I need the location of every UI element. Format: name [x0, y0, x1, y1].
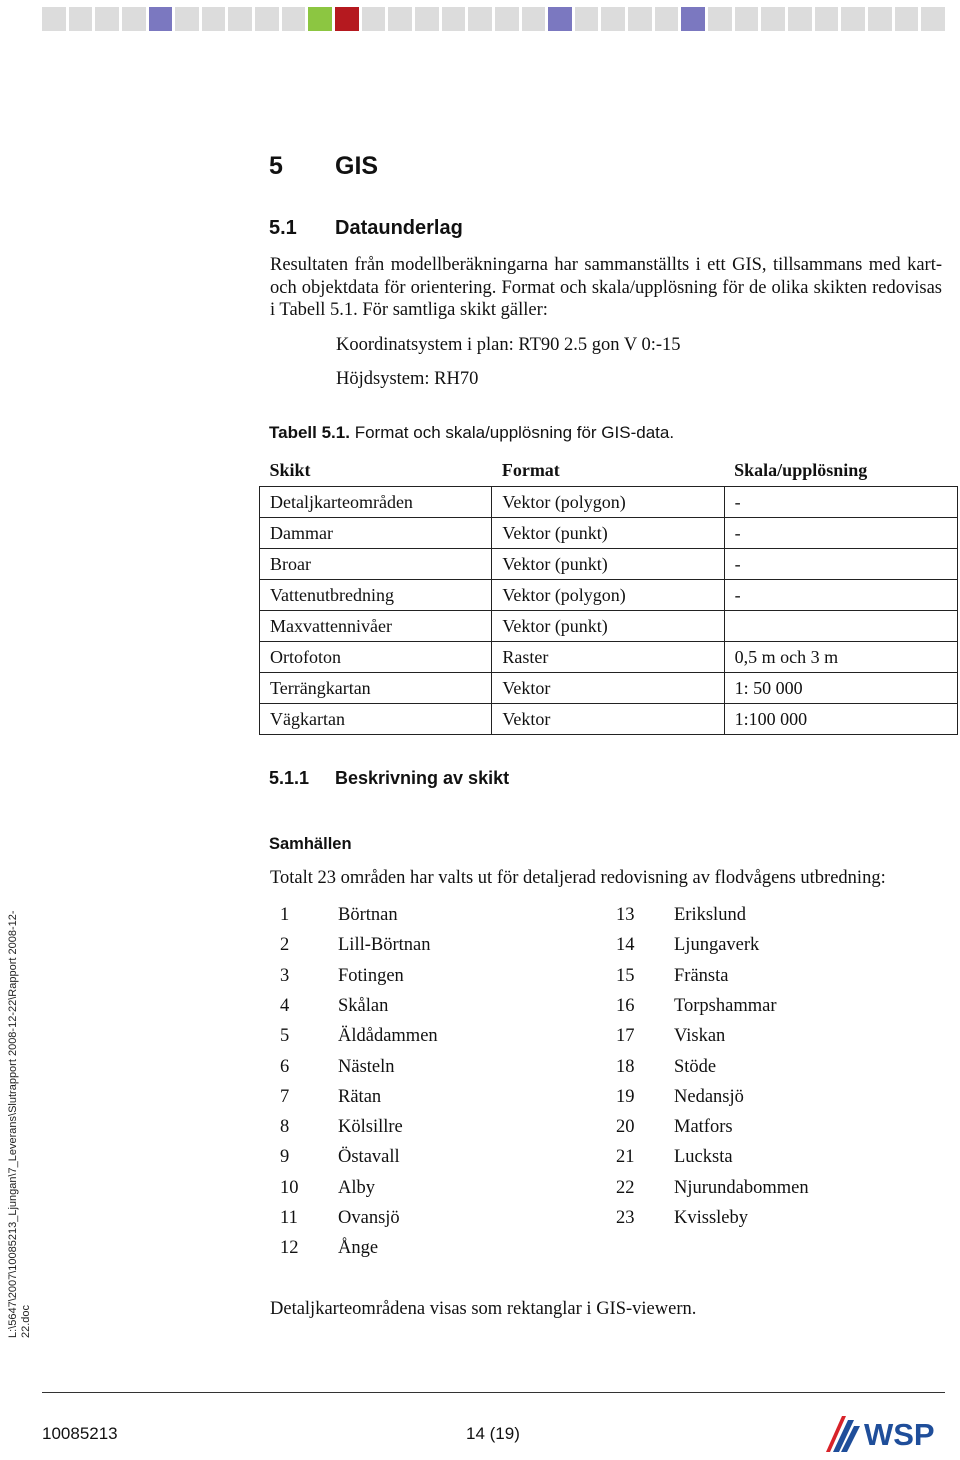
gis-format-table [259, 455, 958, 735]
cell-format: Vektor (polygon) [492, 487, 724, 518]
footer-rule [42, 1392, 945, 1393]
header-bar-segment [415, 7, 439, 31]
table-row [260, 487, 958, 518]
area-number: 6 [280, 1056, 290, 1077]
cell-skikt: Detaljkarteområden [260, 487, 492, 518]
header-bar-segment [761, 7, 785, 31]
cell-skikt: Maxvattennivåer [260, 611, 492, 642]
area-number: 15 [616, 965, 635, 986]
subsection-number: 5.1.1 [269, 768, 310, 788]
cell-skikt: Ortofoton [260, 642, 492, 673]
table-row [260, 704, 958, 735]
section-number: 5.1 [269, 217, 297, 239]
area-name: Stöde [674, 1056, 717, 1077]
header-bar-segment [149, 7, 173, 31]
area-number: 14 [616, 935, 635, 956]
cell-format: Raster [492, 642, 724, 673]
cell-skikt: Vattenutbredning [260, 580, 492, 611]
area-number: 3 [280, 965, 290, 986]
area-name: Ljungaverk [674, 935, 760, 956]
header-bar-segment [522, 7, 546, 31]
cell-format: Vektor (punkt) [492, 518, 724, 549]
header-skikt: Skikt [269, 460, 311, 480]
cell-skala: 1:100 000 [724, 704, 957, 735]
area-number: 23 [616, 1208, 635, 1228]
header-bar-segment [442, 7, 466, 31]
cell-format: Vektor (punkt) [492, 611, 724, 642]
area-name: Luckstа [674, 1147, 733, 1168]
area-number: 16 [616, 995, 635, 1016]
header-bar-segment [468, 7, 492, 31]
area-number: 17 [616, 1026, 635, 1047]
header-bar-segment [95, 7, 119, 31]
table-caption-label: Tabell 5.1. [269, 423, 350, 442]
cell-skala: - [724, 518, 957, 549]
area-name: Kvissleby [674, 1208, 748, 1228]
area-name: Rätan [338, 1086, 382, 1107]
area-number: 7 [280, 1086, 290, 1107]
area-name: Fränsta [674, 965, 729, 986]
header-bar-segment [788, 7, 812, 31]
chapter-title: GIS [335, 152, 379, 180]
area-name: Fotingen [338, 965, 404, 986]
footer-page-number: 14 (19) [466, 1424, 520, 1443]
header-bar-segment [815, 7, 839, 31]
area-number: 11 [280, 1208, 298, 1228]
cell-skikt: Dammar [260, 518, 492, 549]
cell-skala: - [724, 549, 957, 580]
area-name: Viskan [674, 1026, 726, 1047]
area-number: 2 [280, 935, 290, 956]
area-number: 22 [616, 1177, 635, 1198]
area-name: Östavall [338, 1147, 400, 1168]
area-number: 8 [280, 1117, 290, 1138]
area-name: Matfors [674, 1117, 733, 1138]
area-number: 1 [280, 905, 290, 925]
closing-sentence: Detaljkarteområdena visas som rektanglar i GIS-viewern. [270, 1299, 697, 1319]
header-bar-segment [921, 7, 945, 31]
header-bar-segment [575, 7, 599, 31]
subsection-heading [269, 768, 509, 789]
header-bar-segment [388, 7, 412, 31]
header-color-bar [42, 7, 945, 31]
header-bar-segment [282, 7, 306, 31]
area-number: 21 [616, 1147, 635, 1168]
header-bar-segment [548, 7, 572, 31]
area-name: Börtnan [338, 905, 398, 925]
area-name: Äldådammen [338, 1026, 438, 1047]
header-bar-segment [42, 7, 66, 31]
table-row [260, 549, 958, 580]
area-name: Erikslund [674, 905, 746, 925]
header-skala: Skala/upplösning [734, 460, 868, 480]
chapter-heading [269, 152, 378, 181]
header-bar-segment [601, 7, 625, 31]
cell-skala: 0,5 m och 3 m [724, 642, 957, 673]
intro-paragraph: Resultaten från modellberäkningarna har sammanställts i ett GIS, tillsammans med kart- och objektdata för orientering. Format och skala/upplösning för de olika skikten redovisas i Tabell 5.1. För samtliga skikt gäller: [270, 255, 942, 320]
cell-format: Vektor [492, 673, 724, 704]
area-name: Ånge [338, 1238, 379, 1259]
area-number: 10 [280, 1177, 299, 1198]
cell-skala: - [724, 487, 957, 518]
area-name: Ovansjö [338, 1208, 400, 1228]
area-name: Alby [338, 1177, 375, 1198]
header-bar-segment [495, 7, 519, 31]
area-number: 5 [280, 1026, 290, 1047]
cell-format: Vektor (polygon) [492, 580, 724, 611]
header-bar-segment [255, 7, 279, 31]
table-caption-text: Format och skala/upplösning för GIS-data. [354, 423, 675, 442]
area-number: 13 [616, 905, 635, 925]
wsp-logo-text: WSP [864, 1417, 935, 1452]
cell-format: Vektor [492, 704, 724, 735]
header-bar-segment [228, 7, 252, 31]
area-number: 12 [280, 1238, 299, 1259]
header-bar-segment [628, 7, 652, 31]
header-bar-segment [308, 7, 332, 31]
section-title: Dataunderlag [335, 217, 463, 239]
header-bar-segment [655, 7, 679, 31]
header-bar-segment [69, 7, 93, 31]
footer-doc-number: 10085213 [42, 1424, 118, 1443]
area-number: 19 [616, 1086, 635, 1107]
area-name: Lill-Börtnan [338, 935, 431, 956]
area-number: 4 [280, 995, 290, 1016]
area-number: 9 [280, 1147, 290, 1168]
table-row [260, 518, 958, 549]
table-row [260, 611, 958, 642]
cell-skikt: Terrängkartan [260, 673, 492, 704]
cell-format: Vektor (punkt) [492, 549, 724, 580]
area-name: Kölsillre [338, 1117, 403, 1138]
height-system-line: Höjdsystem: RH70 [336, 369, 479, 389]
table-row [260, 642, 958, 673]
section-heading [269, 217, 463, 240]
area-name: Nästeln [338, 1056, 395, 1077]
header-bar-segment [708, 7, 732, 31]
table-row [260, 673, 958, 704]
header-format: Format [501, 460, 560, 480]
cell-skikt: Broar [260, 549, 492, 580]
area-name: Njurundabommen [674, 1177, 809, 1198]
wsp-logo-mark-icon [826, 1416, 860, 1452]
area-name: Nedansjö [674, 1086, 744, 1107]
area-name: Skålan [338, 995, 389, 1016]
cell-skala [724, 611, 957, 642]
header-bar-segment [841, 7, 865, 31]
header-bar-segment [335, 7, 359, 31]
side-file-path: L:\5647\2007\10085213_Ljungan\7_Leverans\Slutrapport 2008-12-22\Rapport 2008-12-22.doc [7, 910, 32, 1338]
cell-skala: - [724, 580, 957, 611]
chapter-number: 5 [269, 152, 283, 180]
subsection-title: Beskrivning av skikt [335, 768, 510, 788]
header-bar-segment [895, 7, 919, 31]
header-bar-segment [735, 7, 759, 31]
header-bar-segment [122, 7, 146, 31]
table-caption [269, 423, 674, 443]
table-row [260, 580, 958, 611]
header-bar-segment [202, 7, 226, 31]
area-number: 20 [616, 1117, 635, 1138]
table-header-row [260, 455, 958, 487]
cell-skikt: Vägkartan [260, 704, 492, 735]
header-bar-segment [175, 7, 199, 31]
samhallen-heading: Samhällen [269, 835, 352, 853]
area-name: Torpshammar [674, 995, 777, 1016]
area-number: 18 [616, 1056, 635, 1077]
coord-system-line: Koordinatsystem i plan: RT90 2.5 gon V 0:-15 [336, 335, 681, 355]
header-bar-segment [681, 7, 705, 31]
samhallen-intro: Totalt 23 områden har valts ut för detaljerad redovisning av flodvågens utbredning: [270, 868, 886, 888]
header-bar-segment [868, 7, 892, 31]
cell-skala: 1: 50 000 [724, 673, 957, 704]
header-bar-segment [362, 7, 386, 31]
wsp-logo [824, 1412, 950, 1454]
